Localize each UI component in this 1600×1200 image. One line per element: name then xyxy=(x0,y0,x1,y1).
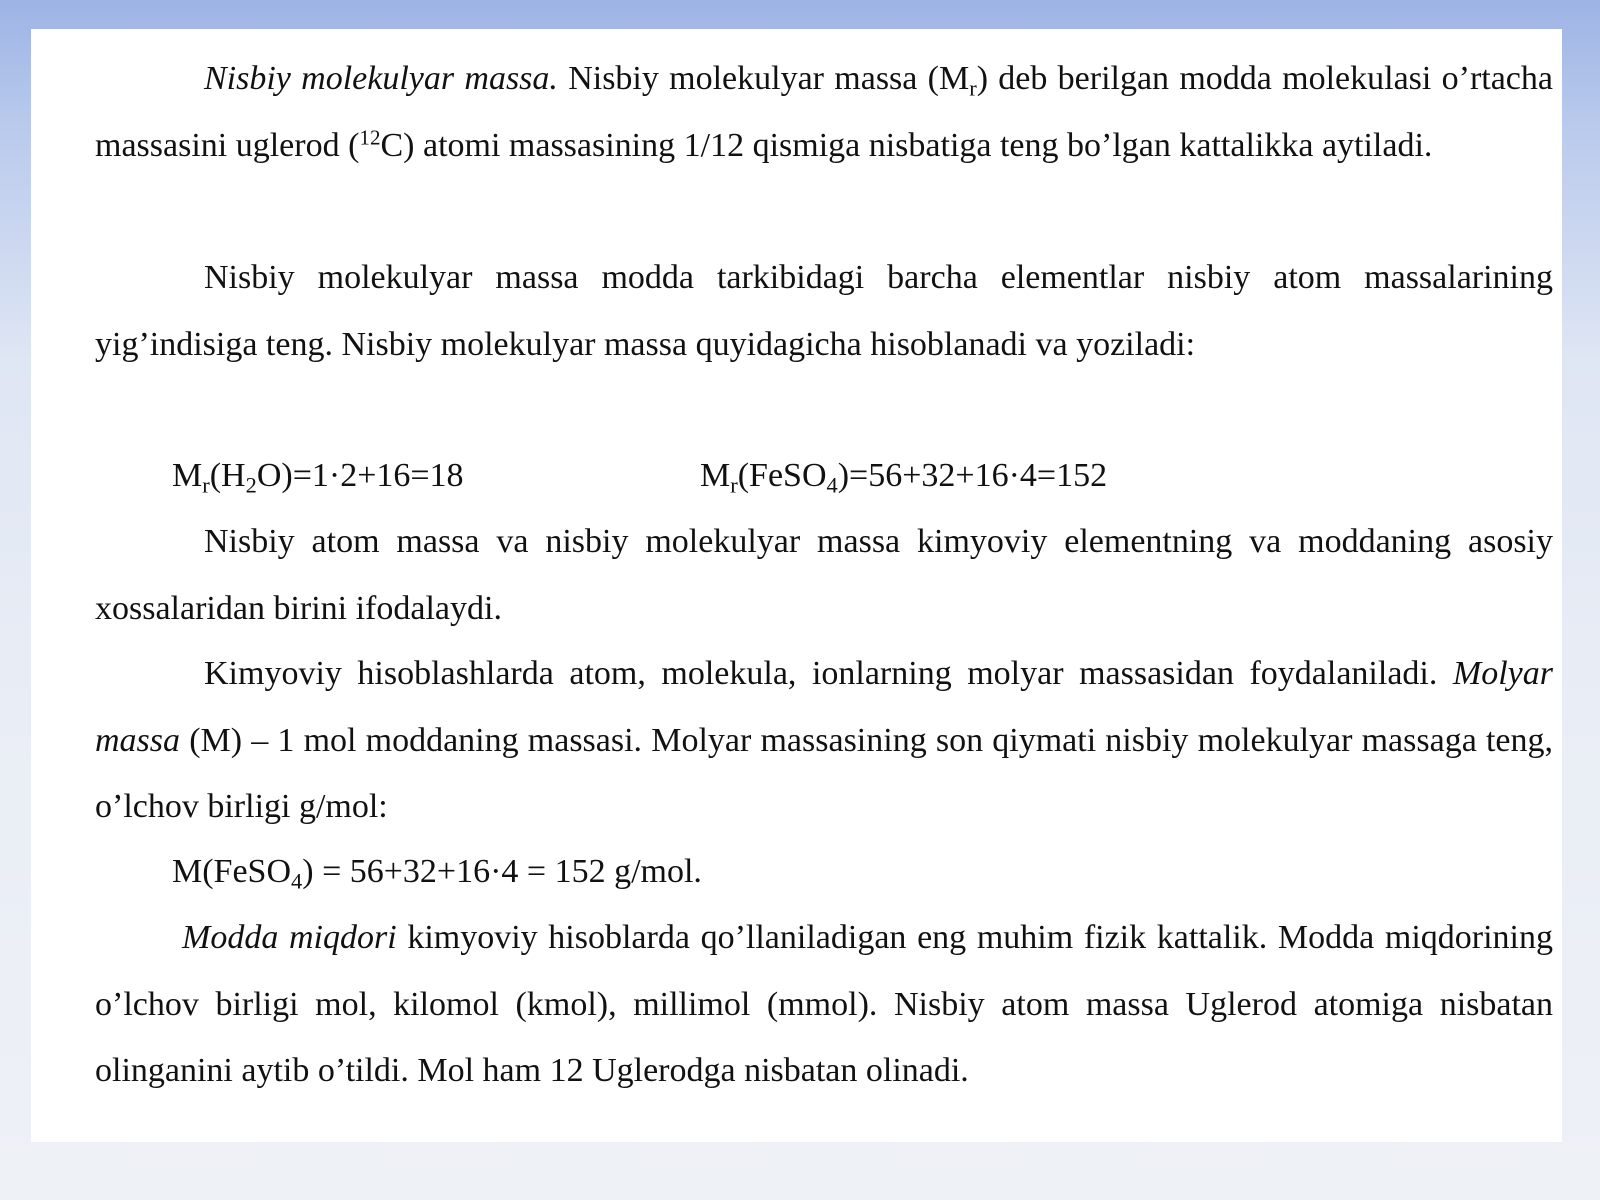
paragraph-atomic-and-molecular-mass: Nisbiy atom massa va nisbiy molekulyar massa kimyoviy elementning va moddaning asosiy xossalaridan birini ifodalaydi. xyxy=(95,523,1553,627)
paragraph-molecular-mass-sum: Nisbiy molekulyar massa modda tarkibidagi barcha elementlar nisbiy atom massalarining yig’indisiga teng. Nisbiy molekulyar massa quyidagicha hisoblanadi va yoziladi: xyxy=(95,259,1553,363)
formula-iron-sulfate-molecular-mass: $M_r(FeSO_4)=56+32+16\cdot 4=152$ xyxy=(700,457,1108,498)
term-molar-mass: Molyar massa xyxy=(95,655,1553,759)
paragraph-relative-molecular-mass-definition: Nisbiy molekulyar massa. Nisbiy molekulyar massa $(M_r)$ deb berilgan modda molekulasi o’rtacha massasini uglerod ($^{12}$C) atomi massasining 1/12 qismiga nisbatiga teng bo’lgan kattalikka aytiladi. xyxy=(95,60,1553,164)
term-amount-of-substance: Modda miqdori xyxy=(182,919,397,956)
paragraph-molar-mass: Kimyoviy hisoblashlarda atom, molekula, ionlarning molyar massasidan foydalaniladi. Molyar massa (M) – 1 mol moddaning massasi. Molyar massasining son qiymati nisbiy molekulyar massaga teng, o’lchov birligi g/mol: xyxy=(95,655,1553,825)
document-page xyxy=(31,29,1562,1142)
formula-water-molecular-mass: $M_r(H_2O)=1\cdot 2+16=18$ xyxy=(172,457,464,498)
formula-iron-sulfate-molar-mass: M(FeSO$_4$) = 56+32+16·4 = 152 g/mol. xyxy=(172,853,702,894)
term-relative-molecular-mass: Nisbiy molekulyar massa. xyxy=(204,60,558,97)
paragraph-amount-of-substance: Modda miqdori kimyoviy hisoblarda qo’llaniladigan eng muhim fizik kattalik. Modda miqdorining o’lchov birligi mol, kilomol (kmol), millimol (mmol). Nisbiy atom massa Uglerod atomiga nisbatan olinganini aytib o’tildi. Mol ham 12 Uglerodga nisbatan olinadi. xyxy=(95,919,1553,1089)
